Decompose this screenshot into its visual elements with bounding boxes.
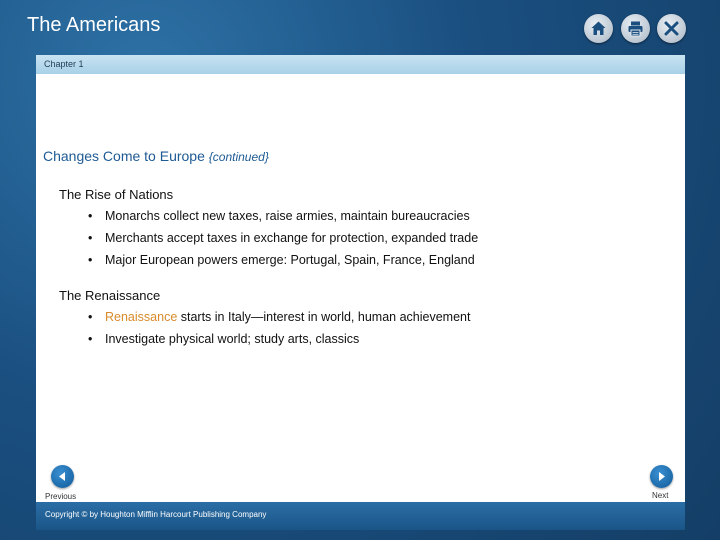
arrow-right-icon <box>656 471 667 482</box>
next-button[interactable] <box>650 465 673 488</box>
close-icon <box>663 20 680 37</box>
close-button[interactable] <box>657 14 686 43</box>
list-item: • Merchants accept taxes in exchange for protection, expanded trade <box>88 231 479 245</box>
previous-button[interactable] <box>51 465 74 488</box>
print-icon <box>627 20 644 37</box>
home-icon <box>590 20 607 37</box>
print-button[interactable] <box>621 14 650 43</box>
chapter-label: Chapter 1 <box>44 59 84 69</box>
home-button[interactable] <box>584 14 613 43</box>
renaissance-link[interactable]: Renaissance <box>105 310 178 324</box>
slide-heading <box>43 148 269 164</box>
list-item: • Major European powers emerge: Portugal, Spain, France, England <box>88 253 475 267</box>
arrow-left-icon <box>57 471 68 482</box>
bullet-text: Monarchs collect new taxes, raise armies, maintain bureaucracies <box>105 209 470 223</box>
bullet-text: Investigate physical world; study arts, classics <box>105 332 360 346</box>
list-item: • Renaissance starts in Italy—interest in world, human achievement <box>88 310 471 324</box>
section-title-rise-of-nations: The Rise of Nations <box>59 187 174 202</box>
footer-bar <box>36 502 685 530</box>
bullet-text: Major European powers emerge: Portugal, Spain, France, England <box>105 253 475 267</box>
bullet-text: starts in Italy—interest in world, human achievement <box>177 310 471 324</box>
bullet-text: Merchants accept taxes in exchange for protection, expanded trade <box>105 231 479 245</box>
list-item: • Monarchs collect new taxes, raise armies, maintain bureaucracies <box>88 209 470 223</box>
section-title-renaissance: The Renaissance <box>59 288 161 303</box>
slide-heading-text: Changes Come to Europe <box>43 148 205 164</box>
copyright-text: Copyright © by Houghton Mifflin Harcourt Publishing Company <box>45 510 267 519</box>
list-item: • Investigate physical world; study arts, classics <box>88 332 360 346</box>
next-label[interactable]: Next <box>652 491 669 500</box>
slide-content <box>36 74 685 502</box>
chapter-bar <box>36 55 685 74</box>
slide-heading-suffix: {continued} <box>208 150 269 164</box>
app-title: The Americans <box>27 14 161 36</box>
previous-label[interactable]: Previous <box>45 492 77 501</box>
